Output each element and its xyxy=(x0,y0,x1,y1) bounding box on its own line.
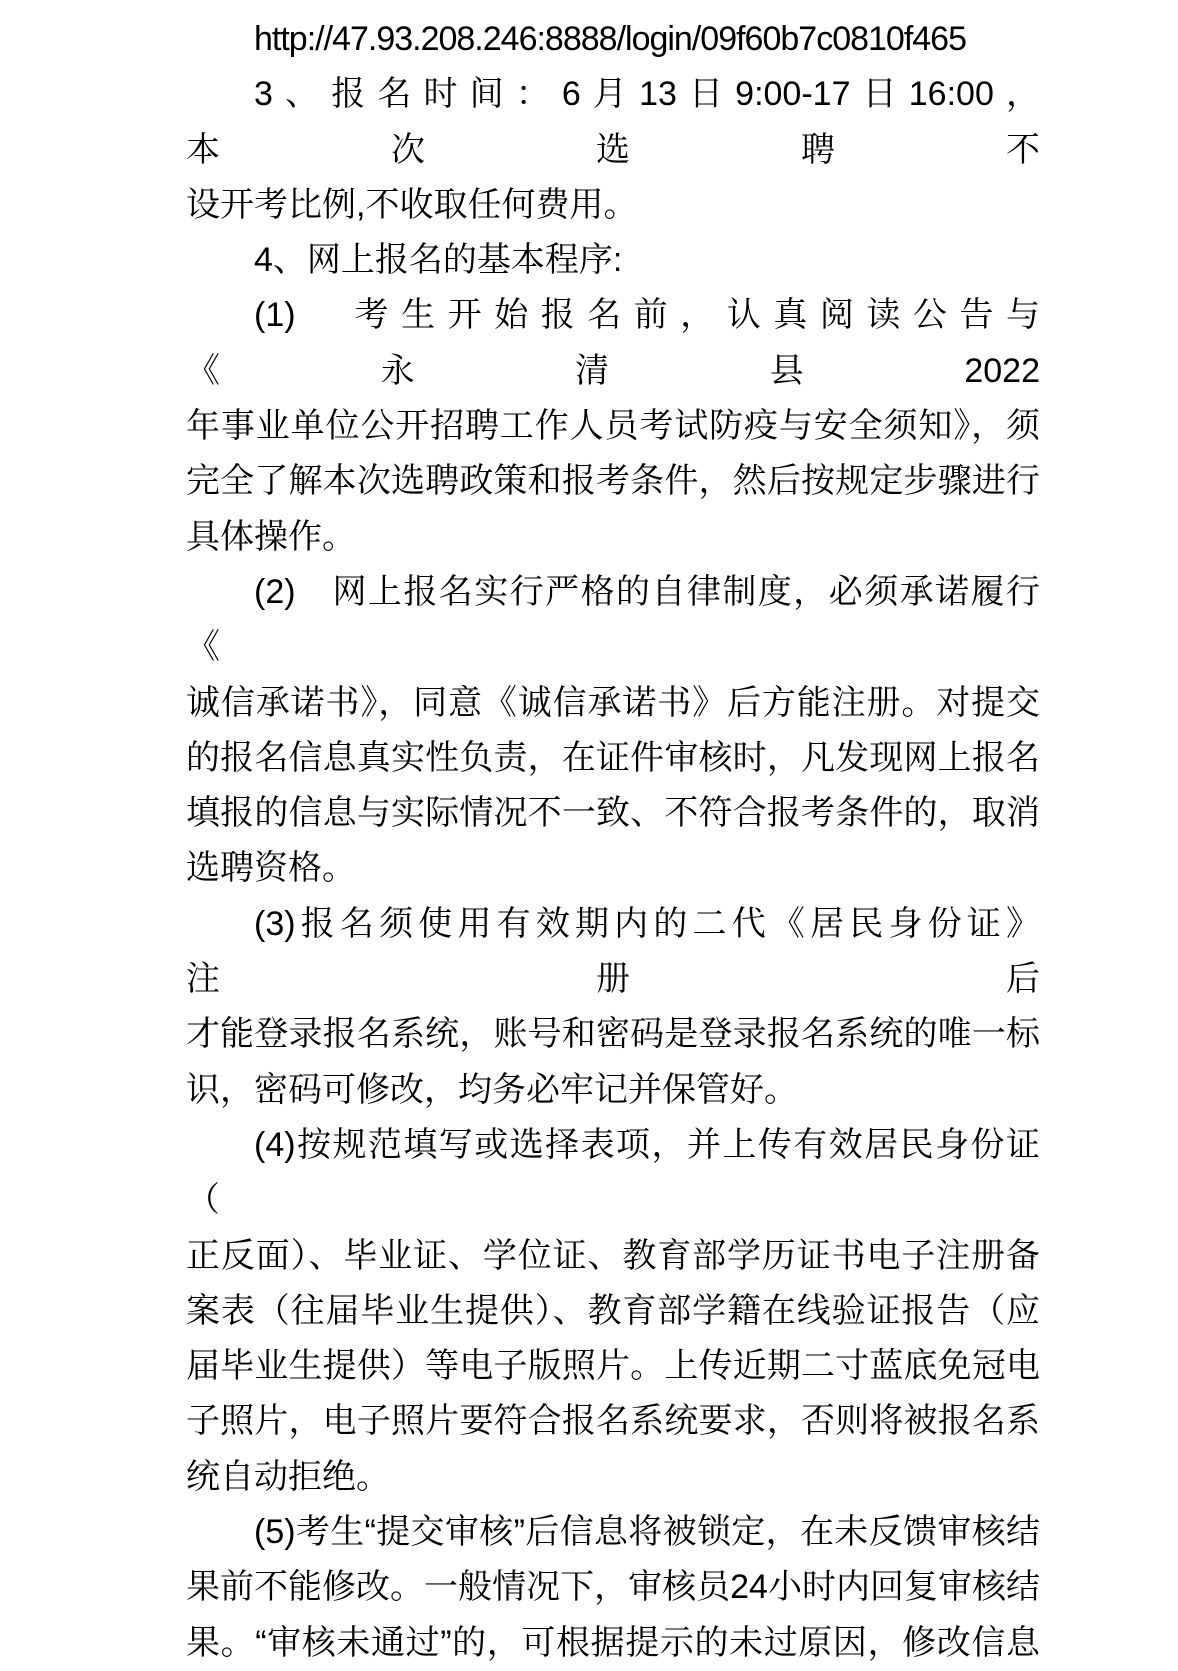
document-line: 的报名信息真实性负责，在证件审核时，凡发现网上报名 xyxy=(186,738,1040,777)
document-line: 届毕业生提供）等电子版照片。上传近期二寸蓝底免冠电 xyxy=(186,1347,1040,1386)
document-line: 案表（往届毕业生提供）、教育部学籍在线验证报告（应 xyxy=(186,1291,1040,1330)
document-line: 正反面）、毕业证、学位证、教育部学历证书电子注册备 xyxy=(186,1236,1040,1275)
document-line: (4)按规范填写或选择表项，并上传有效居民身份证（ xyxy=(186,1125,1040,1220)
document-line: 填报的信息与实际情况不一致、不符合报考条件的，取消 xyxy=(186,794,1040,833)
document-line: 年事业单位公开招聘工作人员考试防疫与安全须知》，须 xyxy=(186,407,1040,446)
document-line: 4、网上报名的基本程序: xyxy=(254,241,623,280)
document-line: (3)报名须使用有效期内的二代《居民身份证》注册后 xyxy=(186,904,1040,999)
document-line: 完全了解本次选聘政策和报考条件，然后按规定步骤进行 xyxy=(186,462,1040,501)
document-line: 3、报名时间：6月13日9:00-17日16:00，本次选聘不 xyxy=(186,75,1040,169)
document-line: 识，密码可修改，均务必牢记并保管好。 xyxy=(186,1070,798,1109)
login-url-text: http://47.93.208.246:8888/login/09f60b7c0810f465 xyxy=(254,20,967,58)
document-line: (1) 考生开始报名前，认真阅读公告与《永清县2022 xyxy=(186,296,1040,390)
document-line: 果。“审核未通过”的，可根据提示的未过原因，修改信息 xyxy=(186,1623,1040,1662)
document-line: 设开考比例,不收取任何费用。 xyxy=(186,185,638,224)
document-line: 统自动拒绝。 xyxy=(186,1457,390,1496)
document-line: (5)考生“提交审核”后信息将被锁定，在未反馈审核结 xyxy=(254,1513,1040,1552)
document-line: 子照片，电子照片要符合报名系统要求，否则将被报名系 xyxy=(186,1402,1040,1441)
document-line: 具体操作。 xyxy=(186,517,356,556)
document-body xyxy=(186,12,1040,1671)
document-line: 诚信承诺书》，同意《诚信承诺书》后方能注册。对提交 xyxy=(186,683,1040,722)
document-line: 果前不能修改。一般情况下，审核员24小时内回复审核结 xyxy=(186,1568,1040,1607)
document-line: 才能登录报名系统，账号和密码是登录报名系统的唯一标 xyxy=(186,1015,1040,1054)
document-line: (2) 网上报名实行严格的自律制度，必须承诺履行《 xyxy=(186,572,1040,667)
document-line: 选聘资格。 xyxy=(186,849,356,888)
